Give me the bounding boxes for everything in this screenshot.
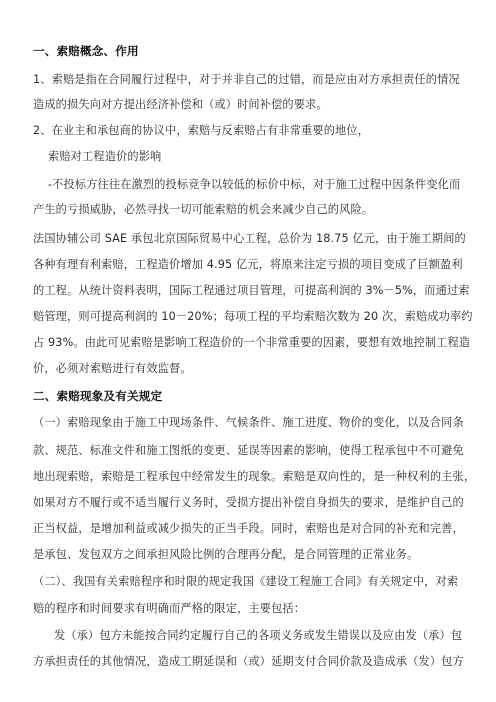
heading-phenomenon: 二、索赔现象及有关规定: [33, 389, 163, 403]
text-line: 索赔对工程造价的影响: [48, 150, 162, 163]
text-line: 占 93%。由此可见索赔是影响工程造价的一个非常重要的因素，要想有效地控制工程造: [33, 336, 471, 349]
text-line: 法国协辅公司 SAE 承包北京国际贸易中心工程，总价为 18.75 亿元，由于施工期间的: [33, 232, 466, 245]
text-line: （一）索赔现象由于施工中现场条件、气候条件、施工进度、物价的变化，以及合同条: [33, 416, 464, 429]
text-line: 赔的程序和时间要求有明确而严格的限定，主要包括：: [33, 602, 306, 615]
text-line: 的工程。从统计资料表明，国际工程通过项目管理，可提高利润的 3%－5%，而通过索: [33, 284, 470, 297]
text-line: -不投标方往往在激烈的投标竞争以较低的标价中标，对于施工过程中因条件变化而: [48, 178, 461, 191]
text-line: 造成的损失向对方提出经济补偿和（或）时间补偿的要求。: [33, 98, 328, 111]
text-line: （二）、我国有关索赔程序和时限的规定我国《建设工程施工合同》有关规定中，对索: [33, 575, 459, 588]
text-line: 2、在业主和承包商的协议中，索赔与反索赔占有非常重要的地位，: [33, 124, 370, 137]
text-line: 如果对方不履行或不适当履行义务时，受损方提出补偿自身损失的要求，是维护自己的: [33, 496, 464, 509]
text-line: 赔管理，则可提高利润的 10－20%；每项工程的平均索赔次数为 20 次，索赔成功率约: [33, 310, 473, 323]
heading-concept: 一、索赔概念、作用: [33, 44, 139, 58]
text-line: 是承包、发包双方之间承担风险比例的合理再分配，是合同管理的正常业务。: [33, 548, 419, 561]
text-line: 款、规范、标准文件和施工图纸的变更、延误等因素的影响，使得工程承包中不可避免: [33, 444, 464, 457]
text-line: 1、索赔是指在合同履行过程中，对于并非自己的过错，而是应由对方承担责任的情况: [33, 73, 460, 86]
text-line: 发（承）包方未能按合同约定履行自己的各项义务或发生错误以及应由发（承）包: [54, 629, 463, 642]
text-line: 正当权益，是增加利益或减少损失的正当手段。同时，索赔也是对合同的补充和完善，: [33, 522, 464, 535]
text-line: 各种有理有利索赔，工程造价增加 4.95 亿元，将原来注定亏损的项目变成了巨额盈利: [33, 258, 463, 271]
text-line: 地出现索赔，索赔是工程承包中经常发生的现象。索赔是双向性的，是一种权利的主张，: [33, 470, 476, 483]
text-line: 价，必须对索赔进行有效监督。: [33, 362, 192, 375]
text-line: 方承担责任的其他情况，造成工期延误和（或）延期支付合同价款及造成承（发）包方: [33, 655, 464, 668]
text-line: 产生的亏损威胁，必然寻找一切可能索赔的机会来减少自己的风险。: [33, 203, 374, 216]
